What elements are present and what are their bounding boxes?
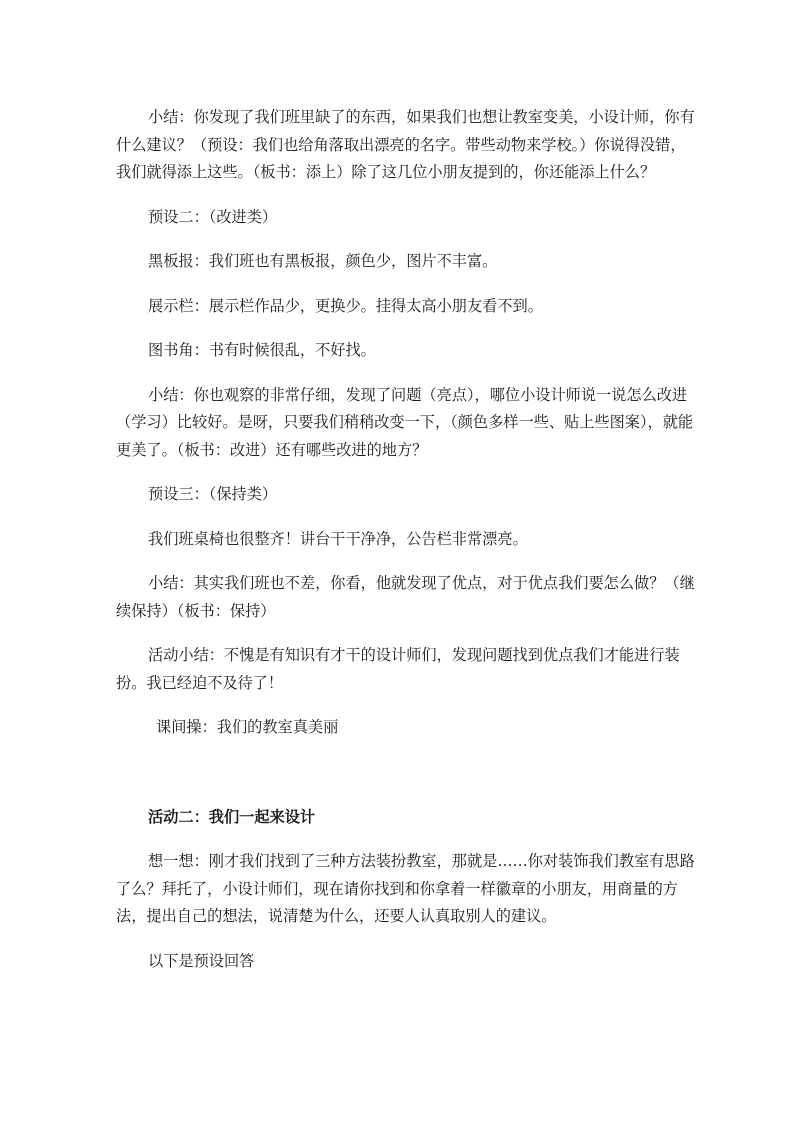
paragraph-summary-keep: 小结：其实我们班也不差，你看，他就发现了优点，对于优点我们要怎么做？（继续保持）（板书：保持） <box>116 574 695 620</box>
paragraph-display-board: 展示栏：展示栏作品少，更换少。挂得太高小朋友看不到。 <box>148 296 543 315</box>
paragraph-summary-add: 小结：你发现了我们班里缺了的东西，如果我们也想让教室变美，小设计师，你有什么建议？（预设：我们也给角落取出漂亮的名字。带些动物来学校。）你说得没错，我们就得添上这些。（板书：添上）除了这几位小朋友提到的，你还能添上什么？ <box>116 108 695 181</box>
paragraph-desks-tidy: 我们班桌椅也很整齐！讲台干干净净，公告栏非常漂亮。 <box>148 529 528 548</box>
paragraph-summary-improve: 小结：你也观察的非常仔细，发现了问题（亮点），哪位小设计师说一说怎么改进（学习）比较好。是呀，只要我们稍稍改变一下，（颜色多样一些、贴上些图案），就能更美了。（板书：改进）还有哪些改进的地方？ <box>116 385 694 459</box>
paragraph-activity-summary: 活动小结：不愧是有知识有才干的设计师们，发现问题找到优点我们才能进行装扮。我已经迫不及待了！ <box>116 646 680 692</box>
paragraph-preset-two: 预设二：（改进类） <box>148 207 278 226</box>
paragraph-book-corner: 图书角：书有时候很乱，不好找。 <box>148 341 376 359</box>
paragraph-exercise-break: 课间操：我们的教室真美丽 <box>156 718 339 736</box>
paragraph-think: 想一想：刚才我们找到了三种方法装扮教室，那就是……你对装饰我们教室有思路了么？拜托了，小设计师们，现在请你找到和你拿着一样徽章的小朋友，用商量的方法，提出自己的想法，说清楚为什么，还要人认真取别人的建议。 <box>116 852 695 925</box>
paragraph-preset-answers: 以下是预设回答 <box>148 951 255 970</box>
section-heading-activity-two: 活动二：我们一起来设计 <box>148 807 316 826</box>
paragraph-preset-three: 预设三：（保持类） <box>148 485 278 503</box>
document-body <box>116 104 696 975</box>
paragraph-blackboard: 黑板报：我们班也有黑板报，颜色少，图片不丰富。 <box>148 252 498 270</box>
